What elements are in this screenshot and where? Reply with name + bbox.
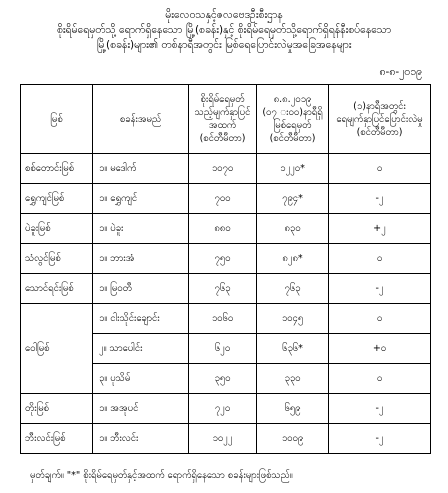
document-subtitle-line1: စိုးရိမ်ရေမှတ်သို့ ရောက်ရှိနေသော မြို့(စခန်း)နှင့် စိုးရိမ်ရေမှတ်သို့ရောက်ရှိရန်နီးစပ်နေသော [56, 24, 392, 36]
current-level: ၁၀၀၉ [257, 424, 329, 454]
danger-level: ၈၈၀ [189, 214, 257, 244]
document-subtitle-line2: မြို့(စခန်း)များ၏ တစ်နာရီအတွင်း မြစ်ရေပြောင်းလဲမှုအခြေအနေများ [96, 39, 352, 51]
table-row [21, 214, 431, 244]
danger-level: ၇၀၀ [189, 184, 257, 214]
level-change: ၀ [329, 154, 431, 184]
current-level: ၆၅၉ [257, 394, 329, 424]
station-name: ၁။ အအုပင် [93, 394, 189, 424]
level-change: -၂ [329, 424, 431, 454]
level-change: +၀ [329, 334, 431, 364]
danger-level: ၇၅၀ [189, 244, 257, 274]
table-row [21, 184, 431, 214]
station-name: ၁။ ဘားအံ [93, 244, 189, 274]
table-row [21, 154, 431, 184]
station-name: ၃။ ပုသိမ် [93, 364, 189, 394]
report-date: ၈-၈-၂၀၁၉ [379, 66, 422, 78]
danger-level: ၁၀၇၀ [189, 154, 257, 184]
header-river: မြစ် [21, 85, 93, 154]
header-change-line: (၁)နာရီအတွင်း [353, 100, 406, 112]
danger-level: ၁၀၂၂ [189, 424, 257, 454]
header-level-line: ၈.၈.၂၀၁၉ [273, 94, 312, 105]
station-name: ၁။ ရွှေကျင် [93, 184, 189, 214]
danger-level: ၇၂၀ [189, 394, 257, 424]
current-level: ၆၃၆* [257, 334, 329, 364]
river-name: သောင်ရင်းမြစ် [21, 274, 93, 304]
river-name: တိုးမြစ် [21, 394, 93, 424]
table-row [21, 424, 431, 454]
header-current-level [257, 85, 329, 154]
header-station: စခန်းအမည် [93, 85, 189, 154]
danger-level: ၆၂၀ [189, 334, 257, 364]
header-change-line: (စင်တီမီတာ) [356, 126, 403, 138]
header-danger-line: (စင်တီမီတာ) [199, 133, 246, 144]
header-level-line: မြစ်ရေမှတ် [273, 120, 312, 131]
header-level-line: (၀၇ း၀၀)နာရီရှိ [262, 107, 323, 118]
current-level: ၇၉၄* [257, 184, 329, 214]
header-level-line: (စင်တီမီတာ) [269, 133, 316, 144]
current-level: ၃၃၀ [257, 364, 329, 394]
danger-level: ၃၅၀ [189, 364, 257, 394]
table-row [21, 244, 431, 274]
station-name: ၁။ မြဝတီ [93, 274, 189, 304]
river-name: ရွှေကျင်မြစ် [21, 184, 93, 214]
level-change: +၂ [329, 214, 431, 244]
current-level: ၈၃၀ [257, 214, 329, 244]
station-name: ၁။ ဘီးလင်း [93, 424, 189, 454]
level-change: ၀ [329, 364, 431, 394]
table-header-row [21, 85, 431, 154]
river-name: ဘီးလင်းမြစ် [21, 424, 93, 454]
station-name: ၁။ ပဲခူး [93, 214, 189, 244]
river-level-table [20, 84, 431, 454]
current-level: ၈၂၈* [257, 244, 329, 274]
table-row [21, 274, 431, 304]
river-name: ပဲခူးမြစ် [21, 214, 93, 244]
level-change: ၀ [329, 304, 431, 334]
station-name: ၁။ ငါးသိုင်းချောင်း [93, 304, 189, 334]
header-change [329, 85, 431, 154]
table-row [21, 394, 431, 424]
danger-level: ၇၆၃ [189, 274, 257, 304]
river-name: ဝေါမြစ် [21, 304, 93, 394]
table-row [21, 304, 431, 334]
river-name: စစ်တောင်းမြစ် [21, 154, 93, 184]
header-danger-line: သည့်မျက်နှာပြင် [194, 107, 251, 118]
header-danger-level [189, 85, 257, 154]
current-level: ၁၀၄၅ [257, 304, 329, 334]
level-change: -၂ [329, 394, 431, 424]
station-name: ၂။ သာပေါင်း [93, 334, 189, 364]
level-change: -၂ [329, 274, 431, 304]
level-change: -၂ [329, 184, 431, 214]
header-change-line: ရေမျက်နှာပြင်ပြောင်းလဲမှု [336, 113, 423, 125]
danger-level: ၁၀၆၀ [189, 304, 257, 334]
footnote: မှတ်ချက်။ "*" စိုးရိမ်ရေမှတ်နှင့်အထက် ရောက်ရှိနေသော စခန်းများဖြစ်သည်။ [30, 470, 293, 481]
current-level: ၁၂၂၀* [257, 154, 329, 184]
level-change: ၀ [329, 244, 431, 274]
current-level: ၇၆၃ [257, 274, 329, 304]
document-title: မိုးလေဝသနှင့်ဇလဗေဒဦးစီးဌာန [165, 9, 283, 21]
station-name: ၁။ မဒေါက် [93, 154, 189, 184]
header-danger-line: စိုးရိမ်ရေမှတ် [200, 94, 245, 105]
header-danger-line: အထက် [208, 120, 237, 131]
river-name: သံလွင်မြစ် [21, 244, 93, 274]
